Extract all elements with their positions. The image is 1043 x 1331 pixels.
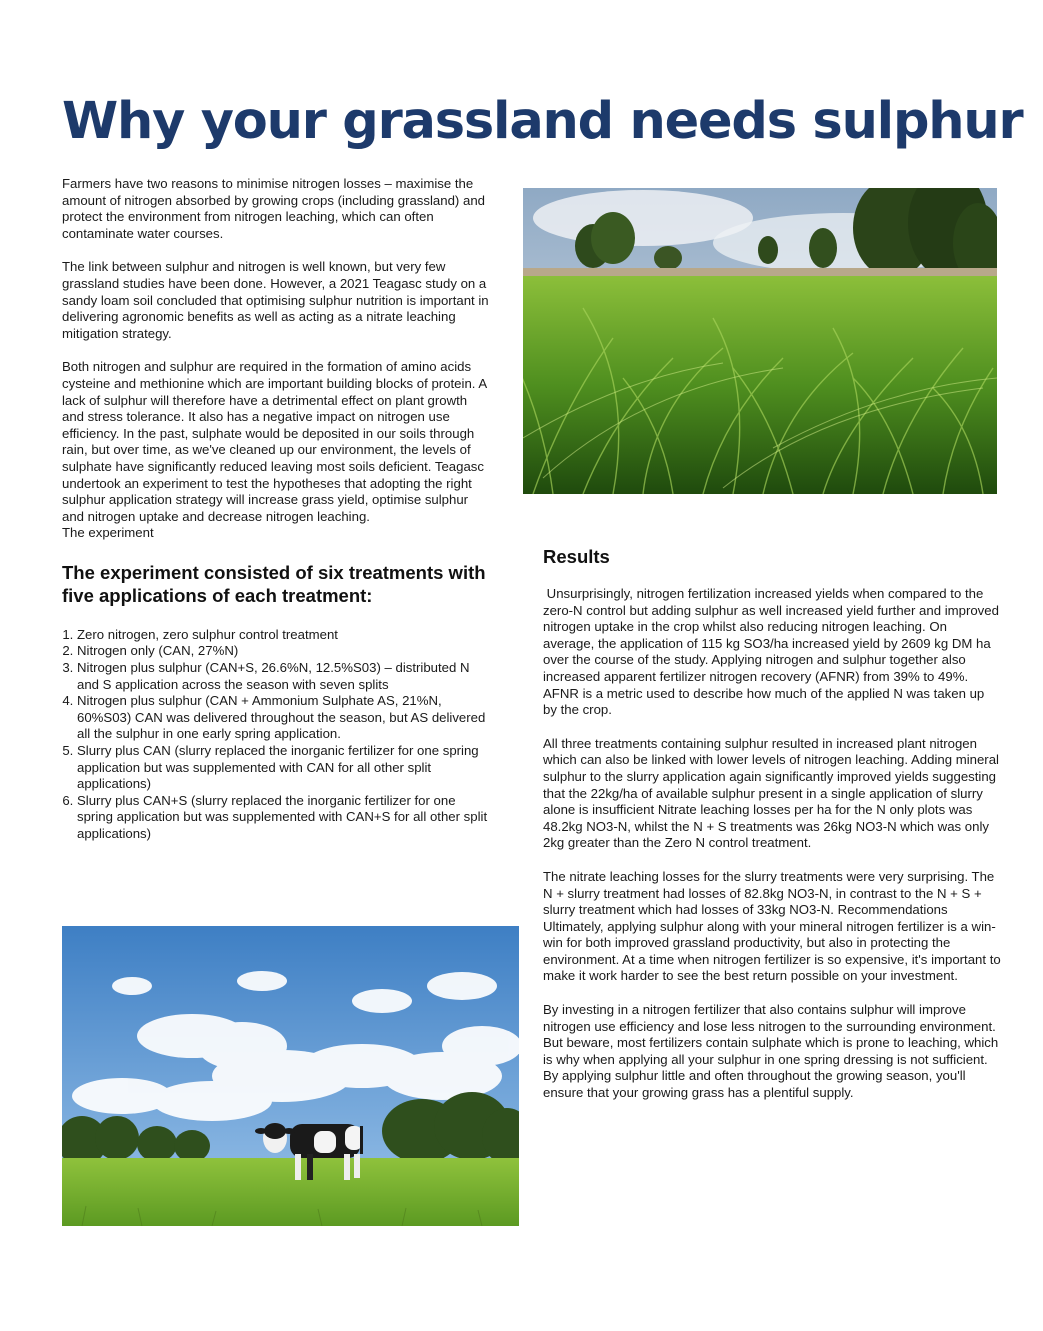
results-heading: Results: [543, 546, 610, 567]
experiment-heading: The experiment consisted of six treatments with five applications of each treatment:: [62, 561, 486, 606]
list-item: 5. Slurry plus CAN (slurry replaced the inorganic fertilizer for one spring application but was supplemented with CAN for all other split applications): [77, 743, 492, 793]
results-paragraph-3: The nitrate leaching losses for the slurry treatments were very surprising. The N + slurry treatment had losses of 82.8kg NO3-N, in contrast to the N + S + slurry treatment which had losses of 33kg NO3-N. Recommendations Ultimately, applying sulphur along with your mineral nitrogen fertilizer is a win-win for both improved grassland productivity, but also in protecting the environment. At a time when nitrogen fertilizer is so expensive, it's important to make it work harder to see the best return possible on your investment.: [543, 868, 1001, 984]
sulphur-nitrogen-link-paragraph: The link between sulphur and nitrogen is well known, but very few grassland studies have been done. However, a 2021 Teagasc study on a sandy loam soil concluded that optimising sulphur nutrition is important in delivering agronomic benefits as well as acting as a nitrate leaching mitigation strategy.: [62, 259, 489, 341]
grass-photo-illustration: [523, 188, 997, 494]
protein-paragraph: Both nitrogen and sulphur are required in the formation of amino acids cysteine and methionine which are important building blocks of protein. A lack of sulphur will therefore have a detrimental effect on plant growth and stress tolerance. It also has a negative impact on nitrogen use efficiency. In the past, sulphate would be deposited in our soils through rain, but over time, as we've cleaned up our environment, the levels of sulphate have significantly reduced leaving most soils deficient. Teagasc undertook an experiment to test the hypotheses that adopting the right sulphur application strategy will increase grass yield, optimise sulphur and nitrogen uptake and decrease nitrogen leaching.: [62, 359, 487, 524]
results-paragraph-2: All three treatments containing sulphur resulted in increased plant nitrogen which can also be linked with lower levels of nitrogen leaching. Adding mineral sulphur to the slurry application again significantly improved yields suggesting that the 22kg/ha of available sulphur present in a single application of slurry alone is insufficient Nitrate leaching losses per ha for the N only plots was 48.2kg NO3-N, whilst the N + S treatments was 26kg NO3-N which was only 2kg greater than the Zero N control treatment.: [543, 735, 999, 851]
results-paragraph-1: Unsurprisingly, nitrogen fertilization increased yields when compared to the zero-N control but adding sulphur as well increased yield further and improved nitrogen uptake in the crop whilst also reducing nitrogen leaching. On average, the application of 115 kg SO3/ha increased yield by 2609 kg DM ha over the course of the study. Applying nitrogen and sulphur together also increased apparent fertilizer nitrogen recovery (AFNR) from 39% to 49%. AFNR is a metric used to describe how much of the applied N was taken up by the crop.: [543, 586, 1003, 718]
cow-photo-illustration: [62, 926, 519, 1226]
grass-photo: [523, 188, 997, 494]
list-item: 2. Nitrogen only (CAN, 27%N): [77, 643, 492, 660]
page-title: Why your grassland needs sulphur: [62, 92, 1023, 151]
list-item: 6. Slurry plus CAN+S (slurry replaced the inorganic fertilizer for one spring application but was supplemented with CAN+S for all other split applications): [77, 793, 492, 843]
cow-field-photo: [62, 926, 519, 1226]
intro-paragraph: Farmers have two reasons to minimise nitrogen losses – maximise the amount of nitrogen absorbed by growing crops (including grassland) and protect the environment from nitrogen leaching, which can often contaminate water courses.: [62, 176, 485, 241]
results-paragraph-4: By investing in a nitrogen fertilizer that also contains sulphur will improve nitrogen use efficiency and lose less nitrogen to the surrounding environment. But beware, most fertilizers contain sulphate which is prone to leaching, which is why when applying all your sulphur in one spring dressing is not sufficient. By applying sulphur little and often throughout the growing season, you'll ensure that your growing grass has a plentiful supply.: [543, 1002, 999, 1101]
list-item: 3. Nitrogen plus sulphur (CAN+S, 26.6%N, 12.5%S03) – distributed N and S application across the season with seven splits: [77, 660, 492, 693]
list-item: 4. Nitrogen plus sulphur (CAN + Ammonium Sulphate AS, 21%N, 60%S03) CAN was delivered throughout the season, but AS delivered all the sulphur in one early spring application.: [77, 693, 492, 743]
treatment-list: [62, 627, 492, 843]
left-column: [62, 176, 492, 843]
right-column: [543, 546, 1001, 1119]
list-item: 1. Zero nitrogen, zero sulphur control treatment: [77, 627, 492, 644]
experiment-label: The experiment: [62, 525, 154, 541]
